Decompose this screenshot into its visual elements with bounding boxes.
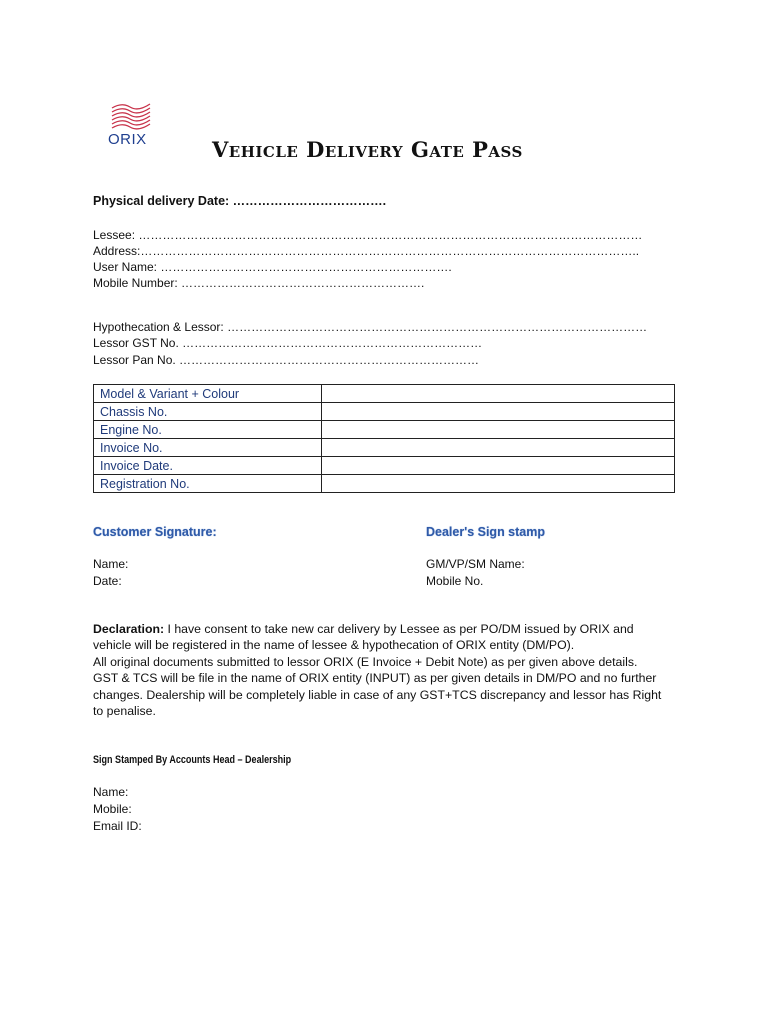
- row-value: [322, 439, 675, 457]
- accounts-head-heading: Sign Stamped By Accounts Head – Dealership: [93, 754, 292, 766]
- accounts-mobile-label: Mobile:: [93, 802, 132, 816]
- row-label: Model & Variant + Colour: [94, 385, 322, 403]
- row-label: Invoice No.: [94, 439, 322, 457]
- row-label: Chassis No.: [94, 403, 322, 421]
- physical-delivery-date: Physical delivery Date: ……………………………….: [93, 194, 387, 208]
- declaration-text-1: I have consent to take new car delivery by Lessee as per PO/DM issued by ORIX and vehicle will be registered in the name of lessee & hypothecation of ORIX entity (DM/PO).: [93, 622, 634, 653]
- table-row: [94, 421, 675, 439]
- row-value: [322, 403, 675, 421]
- lessor-gst-line: Lessor GST No. …………………………………………………………………: [93, 336, 483, 350]
- row-value: [322, 421, 675, 439]
- declaration-text-3: GST & TCS will be file in the name of ORIX entity (INPUT) as per given details in DM/PO and no further changes. Dealership will be completely liable in case of any GST+TCS discrepancy and lessor has Right to penalise.: [93, 671, 662, 719]
- orix-logo-text: ORIX: [108, 131, 147, 148]
- table-row: [94, 439, 675, 457]
- address-line: Address:……………………………………………………………………………………………………………..: [93, 244, 640, 258]
- row-value: [322, 457, 675, 475]
- user-name-line: User Name: ……………………………………………………………….: [93, 260, 452, 274]
- customer-name-label: Name:: [93, 557, 129, 571]
- mobile-number-line: Mobile Number: …………………………………………………….: [93, 276, 425, 290]
- accounts-name-label: Name:: [93, 785, 129, 799]
- declaration-label: Declaration:: [93, 622, 165, 636]
- table-row: [94, 475, 675, 493]
- row-label: Registration No.: [94, 475, 322, 493]
- declaration-text-2: All original documents submitted to lessor ORIX (E Invoice + Debit Note) as per given above details.: [93, 654, 638, 669]
- row-label: Engine No.: [94, 421, 322, 439]
- lessee-line: Lessee: ………………………………………………………………………………………………………………: [93, 228, 643, 242]
- dealer-mobile-label: Mobile No.: [426, 574, 484, 588]
- dealer-sign-stamp-heading: Dealer's Sign stamp: [426, 525, 545, 539]
- accounts-email-label: Email ID:: [93, 819, 142, 833]
- row-value: [322, 385, 675, 403]
- page-title: Vehicle Delivery Gate Pass: [212, 137, 523, 162]
- hypothecation-lessor-line: Hypothecation & Lessor: ……………………………………………………………………………………………: [93, 320, 648, 334]
- dealer-name-label: GM/VP/SM Name:: [426, 557, 525, 571]
- table-row: [94, 403, 675, 421]
- row-value: [322, 475, 675, 493]
- table-row: [94, 457, 675, 475]
- table-row: [94, 385, 675, 403]
- row-label: Invoice Date.: [94, 457, 322, 475]
- vehicle-details-table: [93, 384, 675, 493]
- orix-logo-icon: [108, 98, 152, 132]
- lessor-pan-line: Lessor Pan No. …………………………………………………………………: [93, 353, 480, 367]
- customer-signature-heading: Customer Signature:: [93, 525, 217, 539]
- customer-date-label: Date:: [93, 574, 122, 588]
- declaration-paragraph: [93, 621, 673, 719]
